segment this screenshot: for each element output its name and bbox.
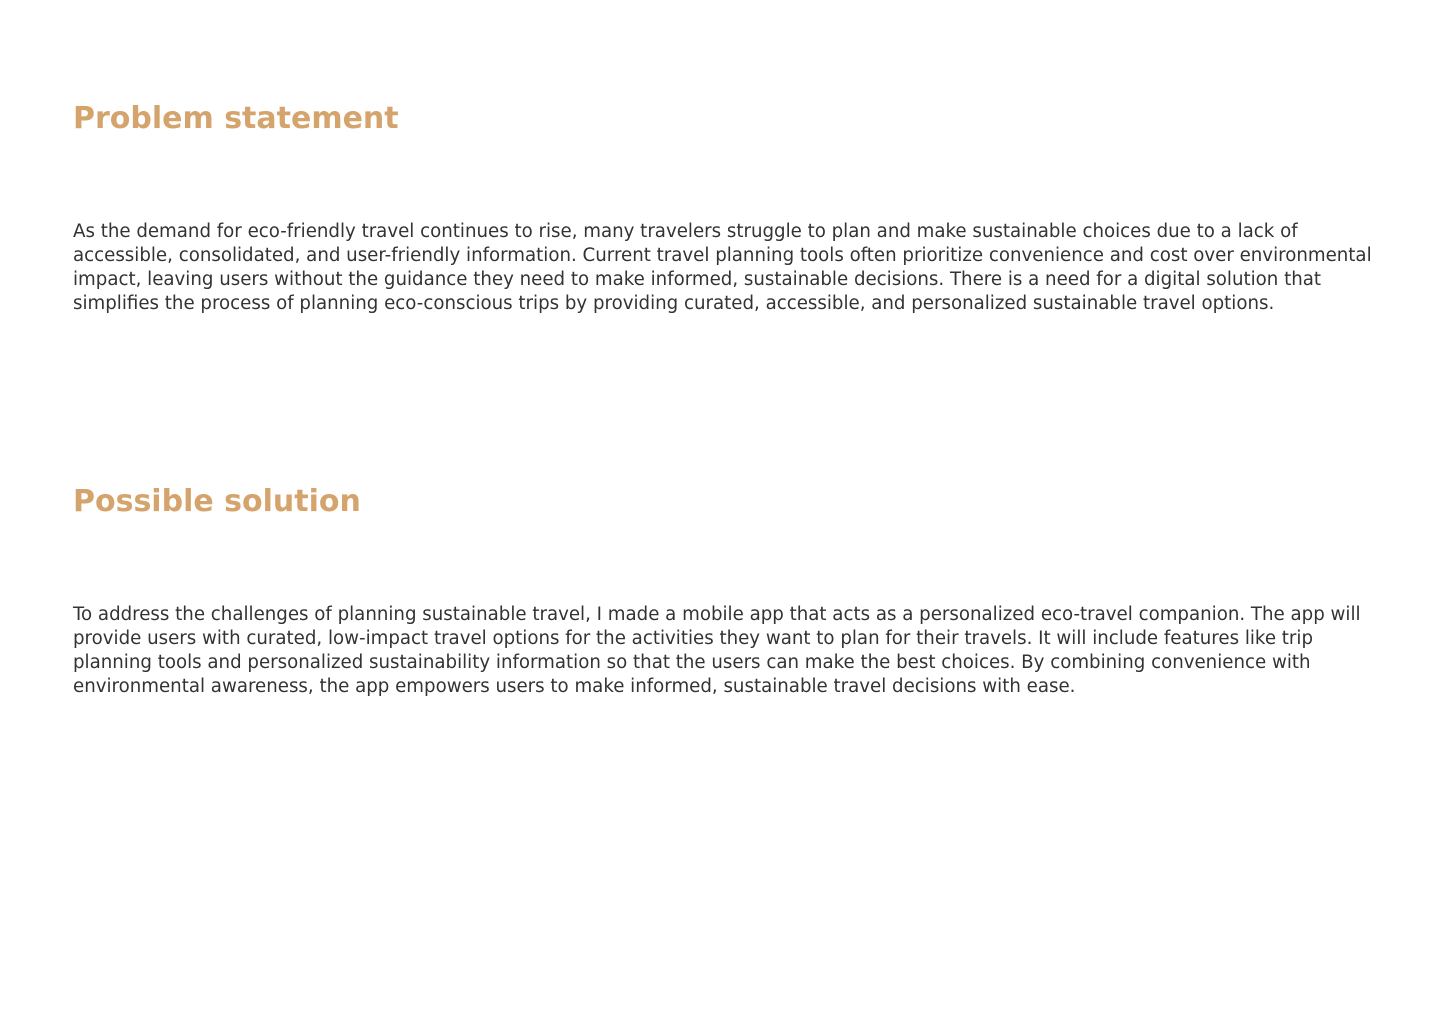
possible-solution-heading: Possible solution [73, 484, 361, 519]
possible-solution-section [73, 481, 1373, 699]
possible-solution-body: To address the challenges of planning sustainable travel, I made a mobile app that acts as a personalized eco-travel companion. The app will provide users with curated, low-impact travel options for the activities they want to plan for their travels. It will include features like trip planning tools and personalized sustainability information so that the users can make the best choices. By combining convenience with environmental awareness, the app empowers users to make informed, sustainable travel decisions with ease. [73, 604, 1361, 697]
problem-statement-body: As the demand for eco-friendly travel continues to rise, many travelers struggle to plan and make sustainable choices due to a lack of accessible, consolidated, and user-friendly information. Current travel planning tools often prioritize convenience and cost over environmental impact, leaving users without the guidance they need to make informed, sustainable decisions. There is a need for a digital solution that simplifies the process of planning eco-conscious trips by providing curated, accessible, and personalized sustainable travel options. [73, 221, 1372, 314]
problem-statement-section [73, 98, 1373, 316]
problem-statement-heading: Problem statement [73, 101, 399, 136]
